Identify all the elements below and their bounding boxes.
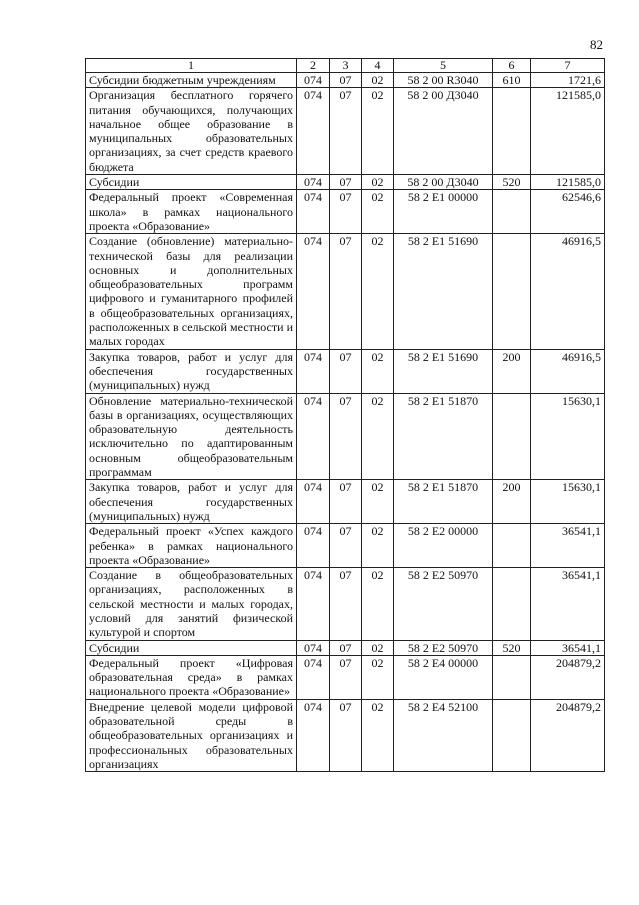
section-code-cell: 07 — [330, 234, 362, 349]
table-row — [86, 524, 605, 568]
subsection-code-cell: 02 — [362, 480, 394, 524]
amount-cell: 1721,6 — [531, 73, 605, 88]
row-name-cell: Субсидии бюджетным учреждениям — [86, 73, 297, 88]
row-name-cell: Внедрение целевой модели цифровой образовательной среды в общеобразовательных организациях и профессиональных образовательных организациях — [86, 699, 297, 771]
subsection-code-cell: 02 — [362, 655, 394, 699]
expense-type-cell: 520 — [493, 175, 531, 190]
section-code-cell: 07 — [330, 349, 362, 393]
amount-cell: 62546,6 — [531, 190, 605, 234]
table-row — [86, 190, 605, 234]
table-row — [86, 640, 605, 655]
section-code-cell: 07 — [330, 568, 362, 640]
ministry-code-cell: 074 — [297, 393, 330, 480]
ministry-code-cell: 074 — [297, 480, 330, 524]
section-code-cell: 07 — [330, 190, 362, 234]
section-code-cell: 07 — [330, 524, 362, 568]
row-name-cell: Федеральный проект «Успех каждого ребенка» в рамках национального проекта «Образование» — [86, 524, 297, 568]
expense-type-cell — [493, 655, 531, 699]
subsection-code-cell: 02 — [362, 699, 394, 771]
table-row — [86, 88, 605, 175]
target-article-cell: 58 2 00 Д3040 — [394, 88, 493, 175]
expense-type-cell: 520 — [493, 640, 531, 655]
target-article-cell: 58 2 E1 00000 — [394, 190, 493, 234]
target-article-cell: 58 2 E2 00000 — [394, 524, 493, 568]
amount-cell: 36541,1 — [531, 640, 605, 655]
amount-cell: 46916,5 — [531, 349, 605, 393]
target-article-cell: 58 2 E1 51690 — [394, 349, 493, 393]
ministry-code-cell: 074 — [297, 349, 330, 393]
ministry-code-cell: 074 — [297, 175, 330, 190]
expense-type-cell — [493, 568, 531, 640]
target-article-cell: 58 2 E2 50970 — [394, 568, 493, 640]
target-article-cell: 58 2 E4 00000 — [394, 655, 493, 699]
amount-cell: 15630,1 — [531, 393, 605, 480]
table-row — [86, 73, 605, 88]
row-name-cell: Обновление материально-технической базы в организациях, осуществляющих образовательную деятельность исключительно по адаптированным основным общеобразовательным программам — [86, 393, 297, 480]
row-name-cell: Создание (обновление) материально-технической базы для реализации основных и дополнительных общеобразовательных программ цифрового и гуманитарного профилей в общеобразовательных организациях, расположенных в сельской местности и малых городах — [86, 234, 297, 349]
ministry-code-cell: 074 — [297, 699, 330, 771]
subsection-code-cell: 02 — [362, 88, 394, 175]
table-row — [86, 234, 605, 349]
section-code-cell: 07 — [330, 393, 362, 480]
row-name-cell: Субсидии — [86, 640, 297, 655]
row-name-cell: Организация бесплатного горячего питания обучающихся, получающих начальное общее образование в муниципальных образовательных организациях, за счет средств краевого бюджета — [86, 88, 297, 175]
table-row — [86, 699, 605, 771]
table-row — [86, 349, 605, 393]
section-code-cell: 07 — [330, 88, 362, 175]
subsection-code-cell: 02 — [362, 190, 394, 234]
expense-type-cell: 200 — [493, 480, 531, 524]
subsection-code-cell: 02 — [362, 393, 394, 480]
header-cell: 7 — [531, 59, 605, 73]
target-article-cell: 58 2 00 Д3040 — [394, 175, 493, 190]
header-cell: 3 — [330, 59, 362, 73]
table-row — [86, 480, 605, 524]
amount-cell: 15630,1 — [531, 480, 605, 524]
subsection-code-cell: 02 — [362, 73, 394, 88]
subsection-code-cell: 02 — [362, 349, 394, 393]
target-article-cell: 58 2 E1 51690 — [394, 234, 493, 349]
amount-cell: 204879,2 — [531, 655, 605, 699]
target-article-cell: 58 2 E1 51870 — [394, 480, 493, 524]
header-cell: 4 — [362, 59, 394, 73]
subsection-code-cell: 02 — [362, 568, 394, 640]
header-cell: 6 — [493, 59, 531, 73]
row-name-cell: Субсидии — [86, 175, 297, 190]
row-name-cell: Закупка товаров, работ и услуг для обеспечения государственных (муниципальных) нужд — [86, 349, 297, 393]
section-code-cell: 07 — [330, 655, 362, 699]
amount-cell: 121585,0 — [531, 175, 605, 190]
section-code-cell: 07 — [330, 640, 362, 655]
expense-type-cell — [493, 393, 531, 480]
expense-type-cell — [493, 699, 531, 771]
table-row — [86, 568, 605, 640]
ministry-code-cell: 074 — [297, 640, 330, 655]
section-code-cell: 07 — [330, 73, 362, 88]
expense-type-cell — [493, 190, 531, 234]
section-code-cell: 07 — [330, 480, 362, 524]
subsection-code-cell: 02 — [362, 175, 394, 190]
table-row — [86, 393, 605, 480]
expense-type-cell: 200 — [493, 349, 531, 393]
ministry-code-cell: 074 — [297, 190, 330, 234]
header-cell: 1 — [86, 59, 297, 73]
target-article-cell: 58 2 00 R3040 — [394, 73, 493, 88]
subsection-code-cell: 02 — [362, 234, 394, 349]
ministry-code-cell: 074 — [297, 73, 330, 88]
amount-cell: 36541,1 — [531, 568, 605, 640]
expense-type-cell: 610 — [493, 73, 531, 88]
amount-cell: 46916,5 — [531, 234, 605, 349]
amount-cell: 36541,1 — [531, 524, 605, 568]
section-code-cell: 07 — [330, 699, 362, 771]
ministry-code-cell: 074 — [297, 568, 330, 640]
row-name-cell: Закупка товаров, работ и услуг для обеспечения государственных (муниципальных) нужд — [86, 480, 297, 524]
ministry-code-cell: 074 — [297, 524, 330, 568]
expense-type-cell — [493, 524, 531, 568]
target-article-cell: 58 2 E2 50970 — [394, 640, 493, 655]
table-row — [86, 655, 605, 699]
target-article-cell: 58 2 E4 52100 — [394, 699, 493, 771]
ministry-code-cell: 074 — [297, 234, 330, 349]
target-article-cell: 58 2 E1 51870 — [394, 393, 493, 480]
header-cell: 2 — [297, 59, 330, 73]
subsection-code-cell: 02 — [362, 524, 394, 568]
section-code-cell: 07 — [330, 175, 362, 190]
amount-cell: 121585,0 — [531, 88, 605, 175]
expense-type-cell — [493, 234, 531, 349]
amount-cell: 204879,2 — [531, 699, 605, 771]
expense-type-cell — [493, 88, 531, 175]
ministry-code-cell: 074 — [297, 655, 330, 699]
row-name-cell: Федеральный проект «Современная школа» в рамках национального проекта «Образование» — [86, 190, 297, 234]
subsection-code-cell: 02 — [362, 640, 394, 655]
page-number: 82 — [590, 37, 603, 52]
budget-table — [85, 58, 605, 772]
table-row — [86, 175, 605, 190]
row-name-cell: Создание в общеобразовательных организациях, расположенных в сельской местности и малых городах, условий для занятий физической культурой и спортом — [86, 568, 297, 640]
ministry-code-cell: 074 — [297, 88, 330, 175]
header-row — [86, 59, 605, 73]
row-name-cell: Федеральный проект «Цифровая образовательная среда» в рамках национального проекта «Образование» — [86, 655, 297, 699]
header-cell: 5 — [394, 59, 493, 73]
